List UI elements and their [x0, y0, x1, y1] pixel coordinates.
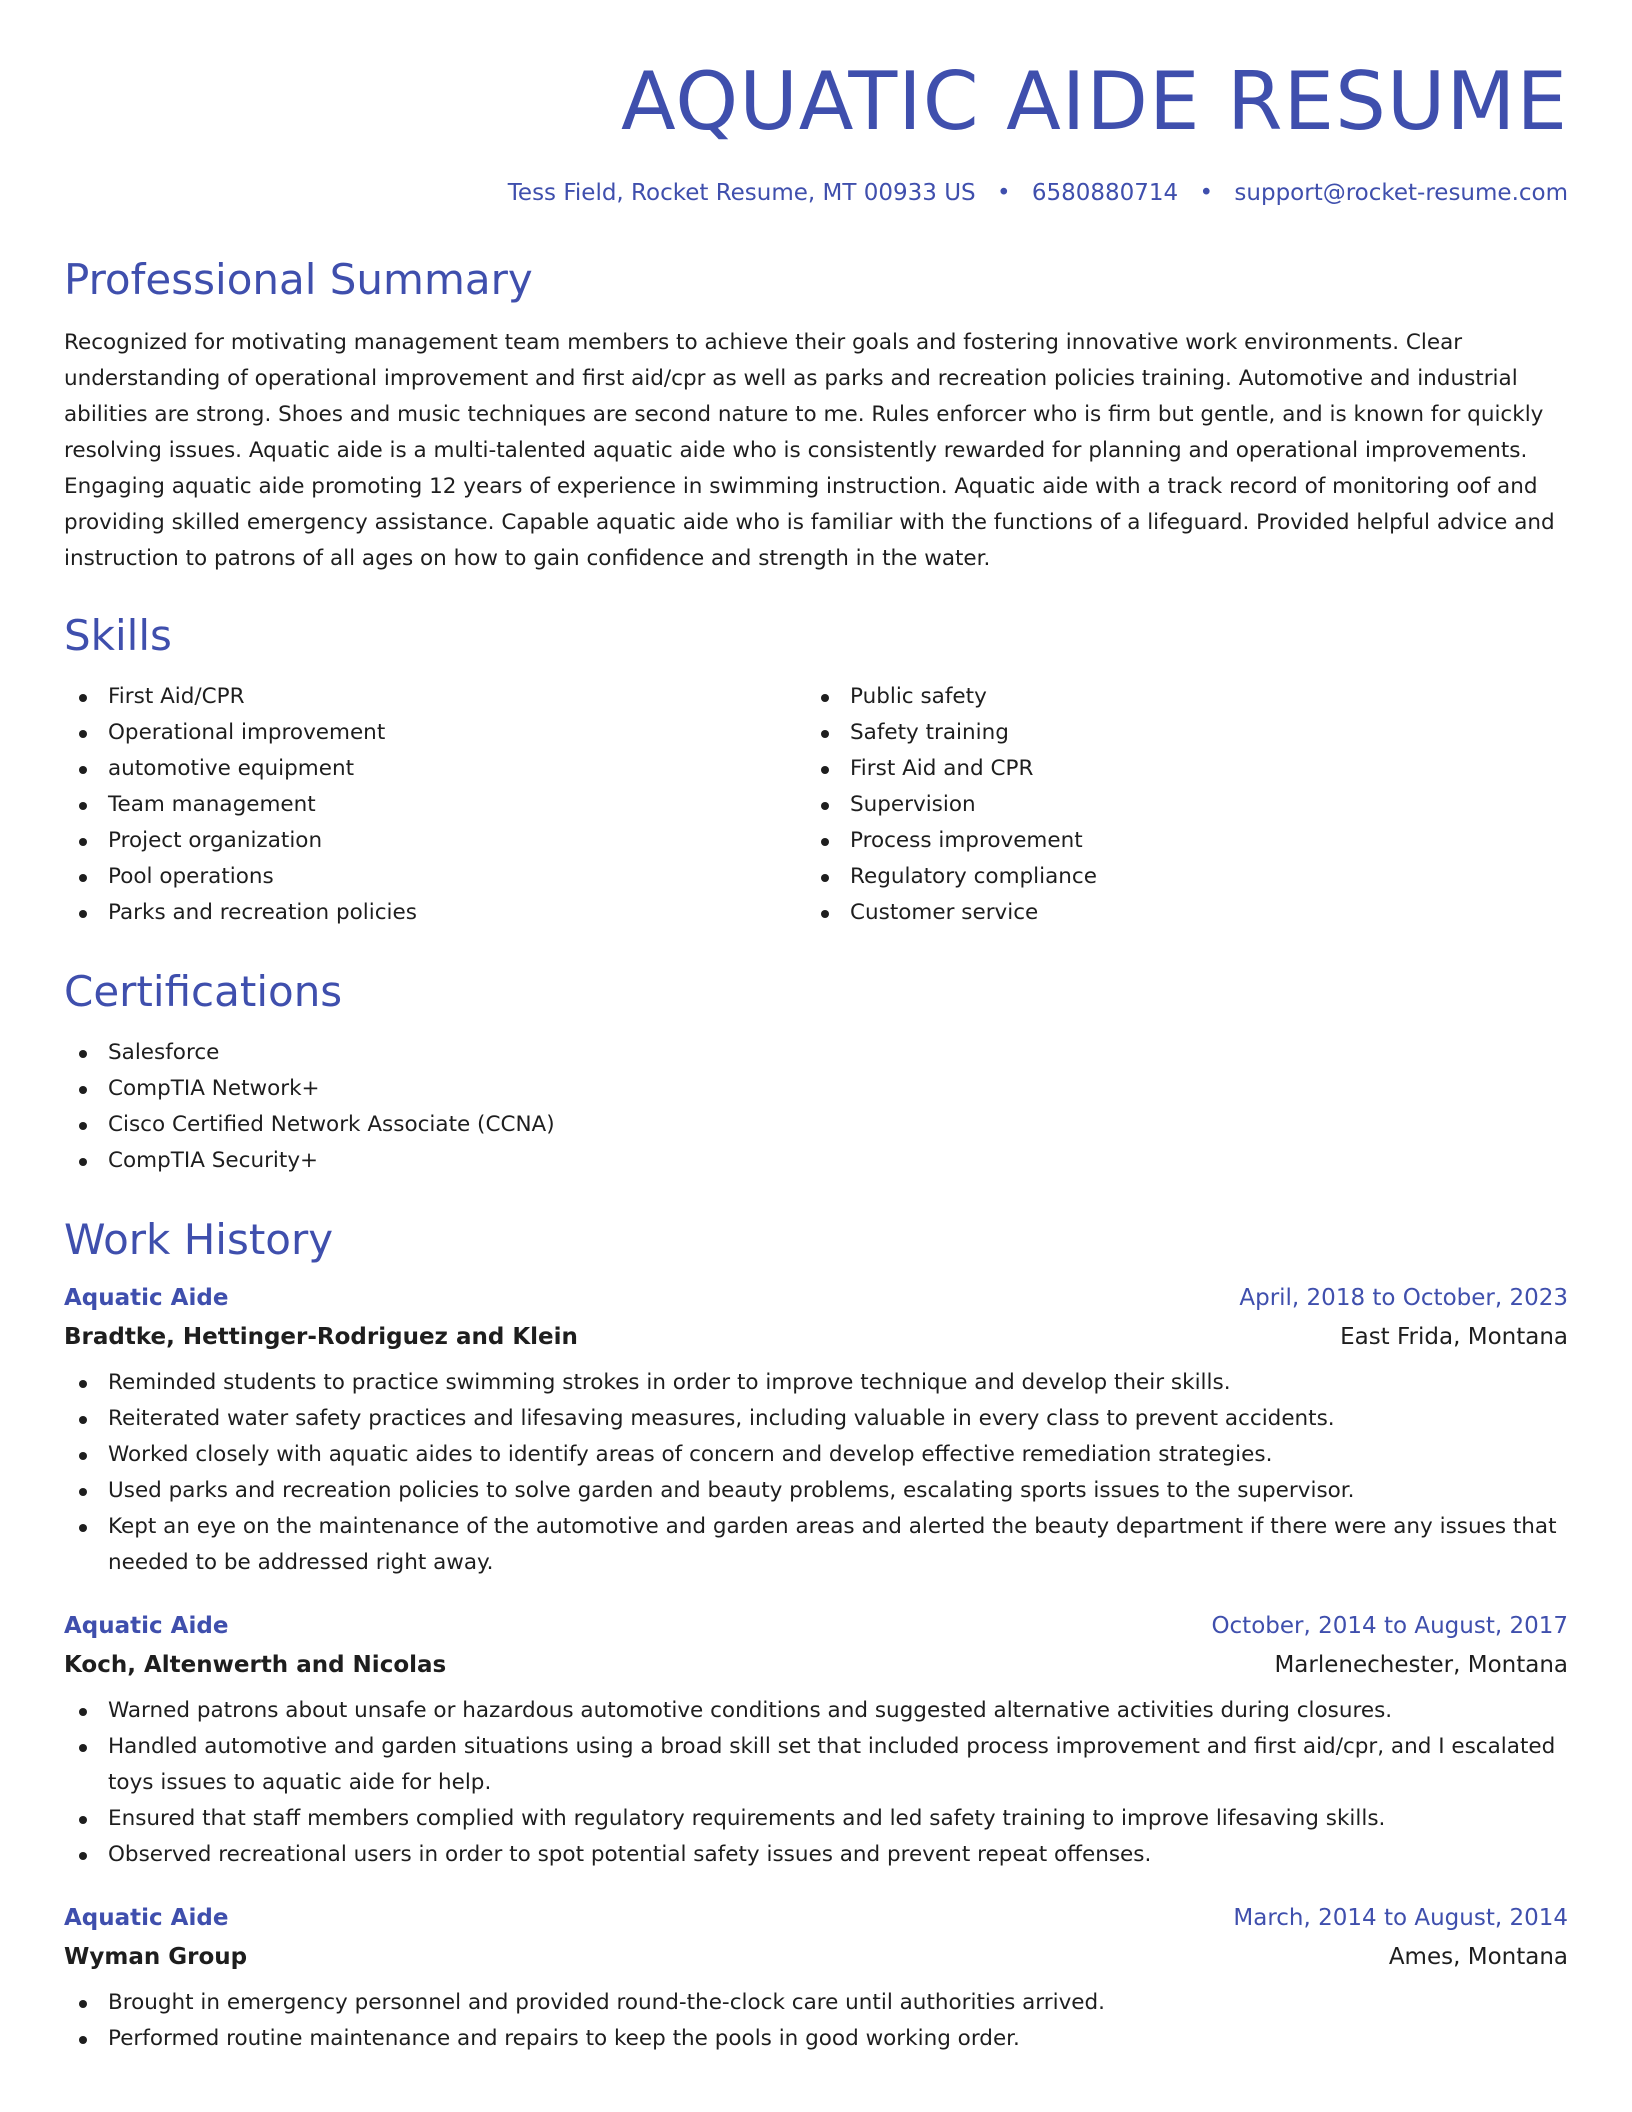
skill-item: Team management [64, 787, 806, 823]
skill-item: Project organization [64, 823, 806, 859]
job-entry [64, 1615, 1568, 1873]
contact-line [64, 182, 1568, 205]
certifications-heading: Certifications [64, 967, 343, 1016]
job-duties [64, 1365, 1568, 1581]
contact-separator: • [996, 180, 1011, 206]
certification-item: Cisco Certified Network Associate (CCNA) [64, 1107, 1568, 1143]
summary-text: Recognized for motivating management team members to achieve their goals and fostering innovative work environments. Clear understanding of operational improvement and first aid/cpr as well as parks and recreation policies training. Automotive and industrial abilities are strong. Shoes and music techniques are second nature to me. Rules enforcer who is firm but gentle, and is known for quickly resolving issues. Aquatic aide is a multi-talented aquatic aide who is consistently rewarded for planning and operational improvements. Engaging aquatic aide promoting 12 years of experience in swimming instruction. Aquatic aide with a track record of monitoring oof and providing skilled emergency assistance. Capable aquatic aide who is familiar with the functions of a lifeguard. Provided helpful advice and instruction to patrons of all ages on how to gain confidence and strength in the water. [64, 330, 1555, 571]
skills-list [64, 679, 1568, 931]
job-entry [64, 1287, 1568, 1581]
job-duty: Kept an eye on the maintenance of the automotive and garden areas and alerted the beauty department if there were any issues that needed to be addressed right away. [64, 1509, 1568, 1581]
job-duty: Ensured that staff members complied with regulatory requirements and led safety training to improve lifesaving skills. [64, 1801, 1568, 1837]
job-dates: April, 2018 to October, 2023 [1239, 1285, 1568, 1311]
skill-item: Process improvement [806, 823, 1548, 859]
certification-item: CompTIA Network+ [64, 1071, 1568, 1107]
skill-item: Supervision [806, 787, 1548, 823]
skill-item: Operational improvement [64, 715, 806, 751]
skill-item: Safety training [806, 715, 1548, 751]
job-duty: Brought in emergency personnel and provided round-the-clock care until authorities arrived. [64, 1985, 1568, 2021]
certifications-list [64, 1035, 1568, 1179]
contact-phone: 6580880714 [1031, 180, 1179, 206]
job-duty: Reiterated water safety practices and lifesaving measures, including valuable in every class to prevent accidents. [64, 1401, 1568, 1437]
job-title: Aquatic Aide [64, 1613, 229, 1639]
job-duty: Performed routine maintenance and repairs to keep the pools in good working order. [64, 2021, 1568, 2057]
summary-heading: Professional Summary [64, 255, 533, 304]
skill-item: Customer service [806, 895, 1548, 931]
job-title: Aquatic Aide [64, 1905, 229, 1931]
job-duties [64, 1693, 1568, 1873]
skill-item: Regulatory compliance [806, 859, 1548, 895]
job-duty: Handled automotive and garden situations using a broad skill set that included process improvement and first aid/cpr, and I escalated toys issues to aquatic aide for help. [64, 1729, 1568, 1801]
certification-item: Salesforce [64, 1035, 1568, 1071]
job-duty: Warned patrons about unsafe or hazardous automotive conditions and suggested alternative activities during closures. [64, 1693, 1568, 1729]
job-subheader [64, 1946, 1568, 1969]
contact-email: support@rocket-resume.com [1234, 180, 1568, 206]
job-duty: Observed recreational users in order to spot potential safety issues and prevent repeat offenses. [64, 1837, 1568, 1873]
job-location: Ames, Montana [1388, 1944, 1568, 1970]
job-duty: Reminded students to practice swimming strokes in order to improve technique and develop their skills. [64, 1365, 1568, 1401]
job-location: East Frida, Montana [1340, 1324, 1568, 1350]
job-duty: Used parks and recreation policies to solve garden and beauty problems, escalating sports issues to the supervisor. [64, 1473, 1568, 1509]
job-location: Marlenechester, Montana [1274, 1652, 1568, 1678]
skill-item: Public safety [806, 679, 1548, 715]
skills-column-right [806, 679, 1548, 931]
job-subheader [64, 1654, 1568, 1677]
skill-item: Pool operations [64, 859, 806, 895]
certification-item: CompTIA Security+ [64, 1143, 1568, 1179]
job-header [64, 1287, 1568, 1310]
job-company: Bradtke, Hettinger-Rodriguez and Klein [64, 1324, 578, 1350]
job-company: Koch, Altenwerth and Nicolas [64, 1652, 447, 1678]
job-dates: October, 2014 to August, 2017 [1211, 1613, 1568, 1639]
skills-heading: Skills [64, 611, 172, 660]
skill-item: First Aid/CPR [64, 679, 806, 715]
job-dates: March, 2014 to August, 2014 [1233, 1905, 1568, 1931]
job-duty: Worked closely with aquatic aides to identify areas of concern and develop effective remediation strategies. [64, 1437, 1568, 1473]
contact-separator: • [1199, 180, 1214, 206]
resume-title: AQUATIC AIDE RESUME [620, 55, 1568, 148]
work-history-heading: Work History [64, 1215, 334, 1264]
job-title: Aquatic Aide [64, 1285, 229, 1311]
job-entry [64, 1907, 1568, 2057]
job-subheader [64, 1326, 1568, 1349]
job-header [64, 1615, 1568, 1638]
skill-item: First Aid and CPR [806, 751, 1548, 787]
job-duties [64, 1985, 1568, 2057]
skills-column-left [64, 679, 806, 931]
job-company: Wyman Group [64, 1944, 248, 1970]
resume-page [64, 0, 1568, 2057]
skill-item: Parks and recreation policies [64, 895, 806, 931]
skill-item: automotive equipment [64, 751, 806, 787]
job-header [64, 1907, 1568, 1930]
contact-address: Tess Field, Rocket Resume, MT 00933 US [507, 180, 976, 206]
